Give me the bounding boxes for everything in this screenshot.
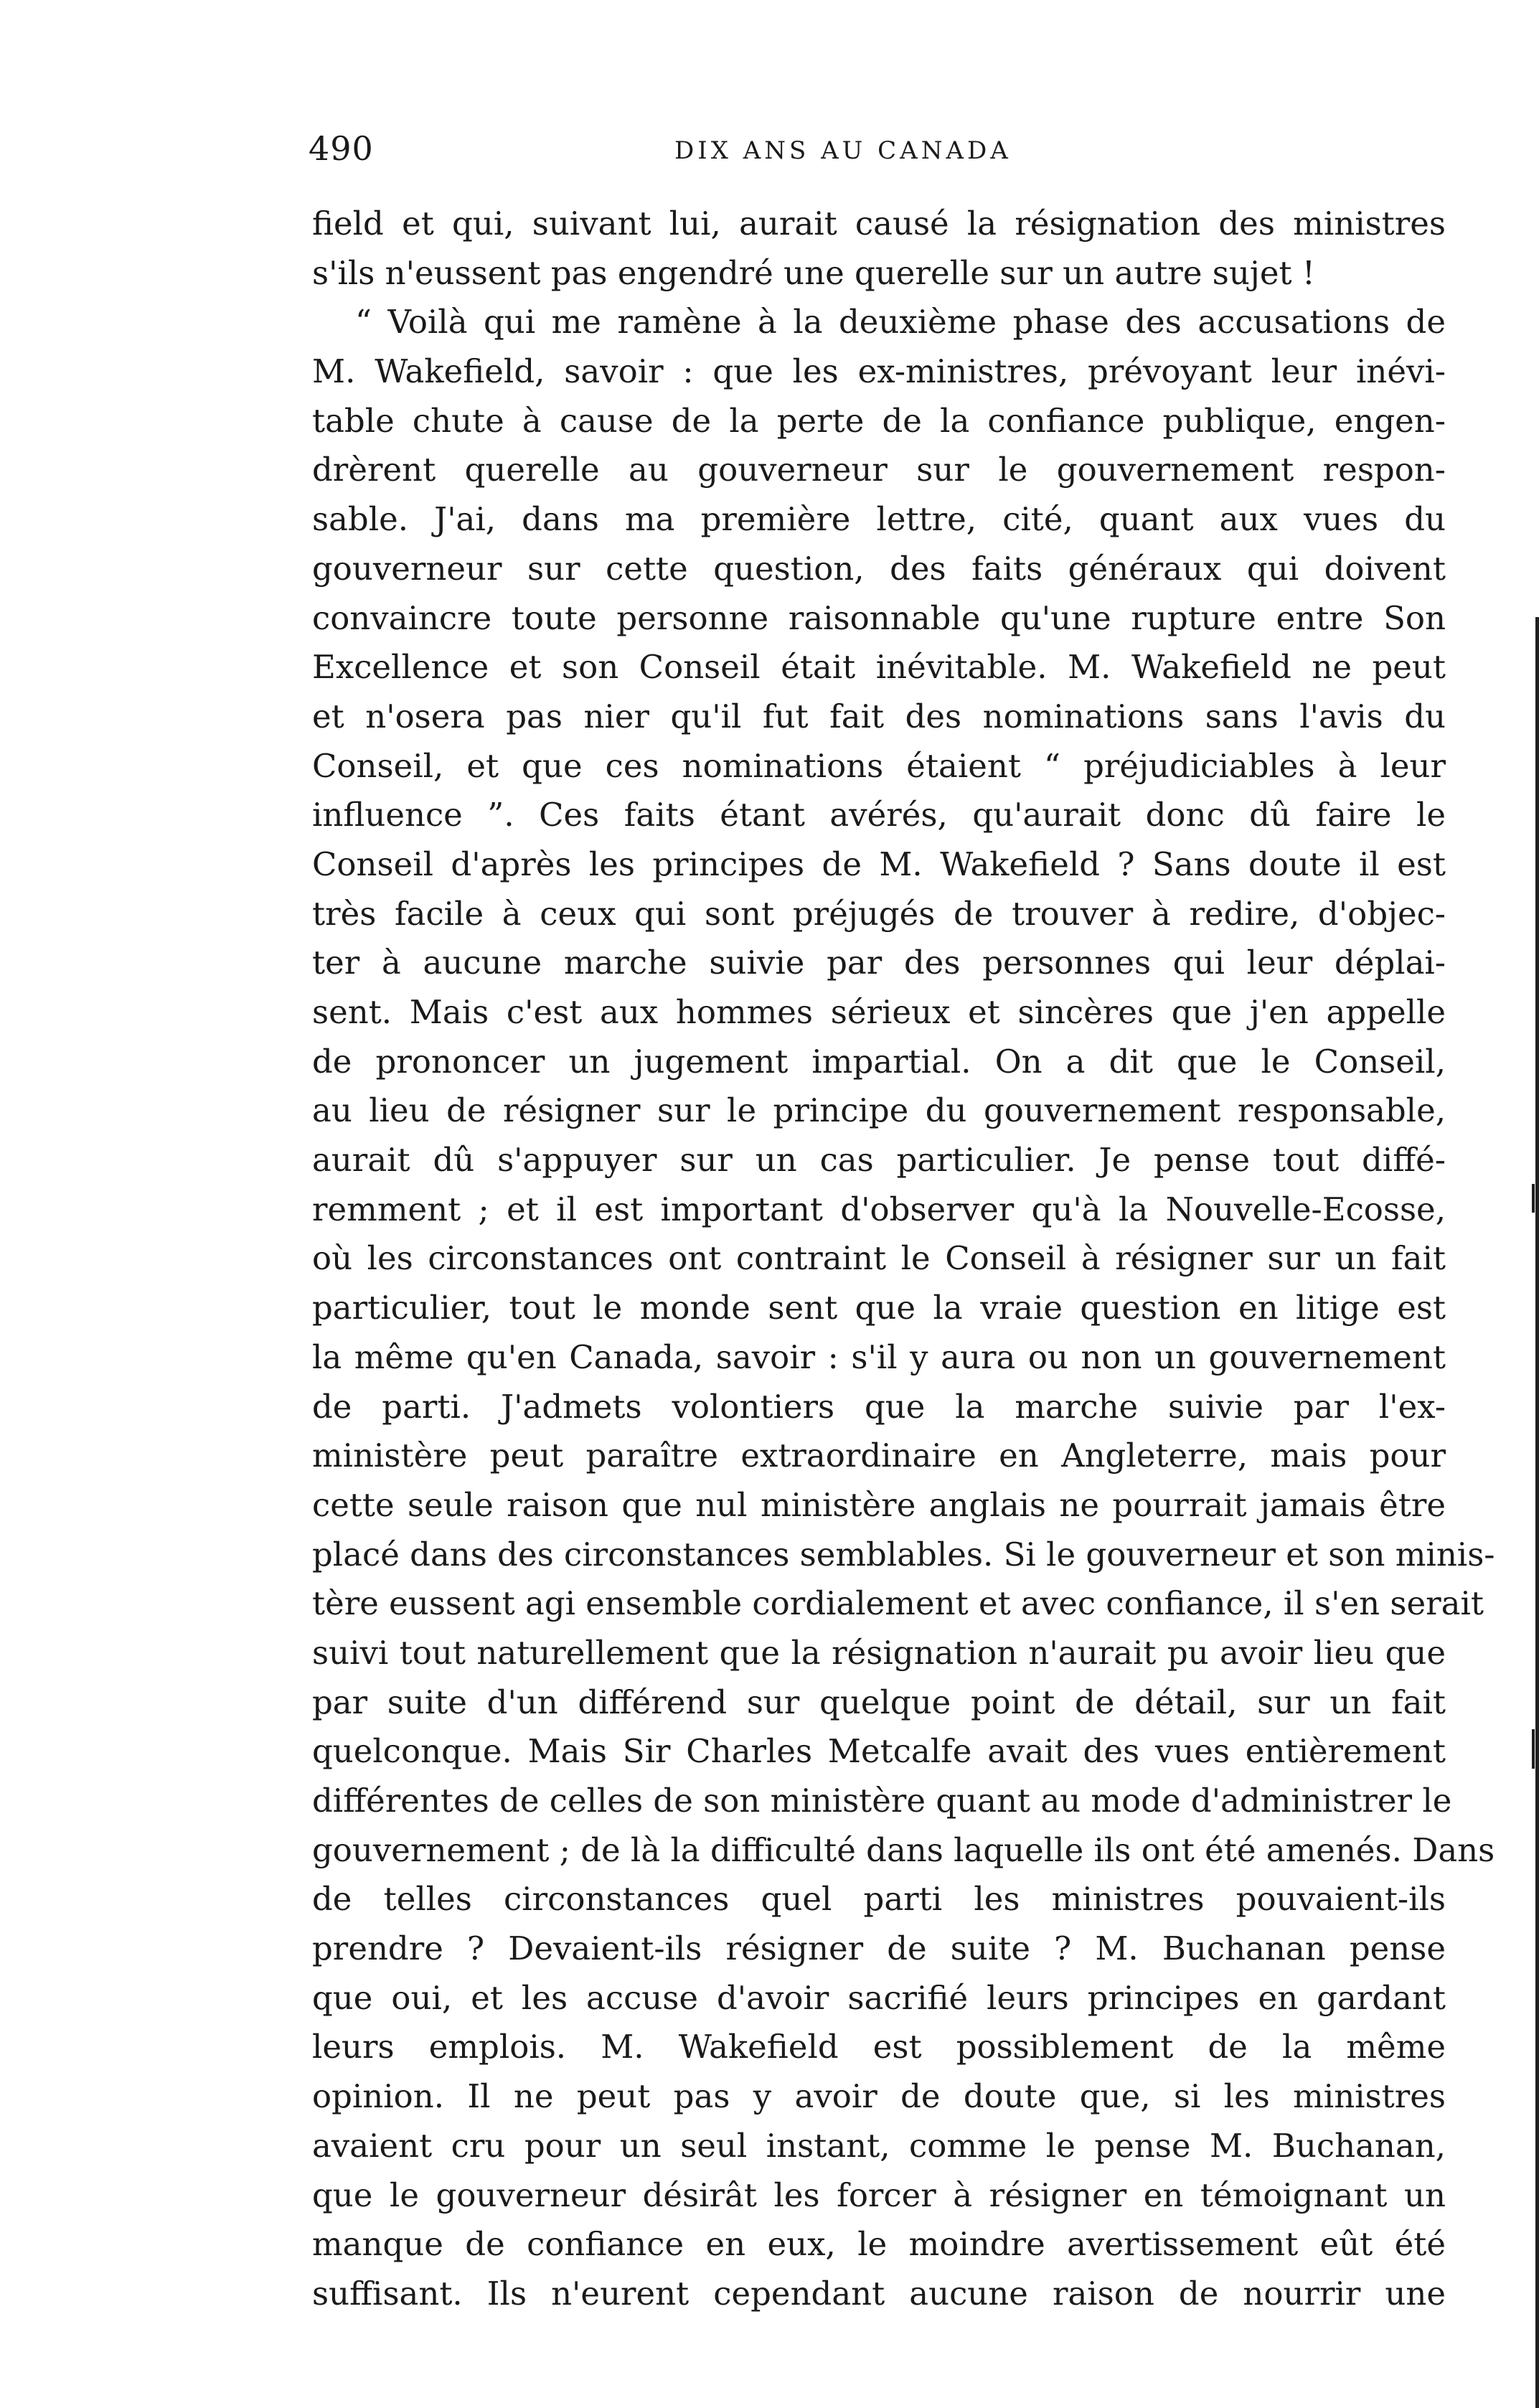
text-line: Conseil, et que ces nominations étaient “ préjudiciables à leur bbox=[312, 746, 1446, 785]
text-line: manque de confiance en eux, le moindre avertissement eût été bbox=[312, 2225, 1446, 2264]
text-line: où les circonstances ont contraint le Conseil à résigner sur un fait bbox=[312, 1239, 1446, 1278]
text-line: la même qu'en Canada, savoir : s'il y aura ou non un gouvernement bbox=[312, 1337, 1446, 1376]
text-line: M. Wakefield, savoir : que les ex-ministres, prévoyant leur inévi- bbox=[312, 352, 1446, 391]
text-line: et n'osera pas nier qu'il fut fait des nominations sans l'avis du bbox=[312, 697, 1446, 735]
text-line: tère eussent agi ensemble cordialement et avec confiance, il s'en serait bbox=[312, 1584, 1484, 1623]
text-line: au lieu de résigner sur le principe du gouvernement responsable, bbox=[312, 1091, 1446, 1130]
text-line: très facile à ceux qui sont préjugés de trouver à redire, d'objec- bbox=[312, 894, 1446, 933]
text-line: sent. Mais c'est aux hommes sérieux et sincères que j'en appelle bbox=[312, 993, 1446, 1031]
text-line: quelconque. Mais Sir Charles Metcalfe avait des vues entièrement bbox=[312, 1732, 1446, 1771]
text-line: de parti. J'admets volontiers que la marche suivie par l'ex- bbox=[312, 1387, 1446, 1426]
text-line: aurait dû s'appuyer sur un cas particulier. Je pense tout diffé- bbox=[312, 1141, 1446, 1180]
text-line: “ Voilà qui me ramène à la deuxième phase des accusations de bbox=[355, 303, 1446, 342]
text-line: avaient cru pour un seul instant, comme le pense M. Buchanan, bbox=[312, 2126, 1446, 2165]
text-line: ministère peut paraître extraordinaire en Angleterre, mais pour bbox=[312, 1436, 1446, 1475]
text-line: différentes de celles de son ministère quant au mode d'administrer le bbox=[312, 1782, 1452, 1820]
text-line: placé dans des circonstances semblables. Si le gouverneur et son minis- bbox=[312, 1535, 1495, 1574]
page-number: 490 bbox=[309, 129, 374, 168]
text-line: particulier, tout le monde sent que la vraie question en litige est bbox=[312, 1289, 1446, 1327]
page-header bbox=[309, 129, 1446, 179]
scan-edge-mark bbox=[1532, 1729, 1535, 1769]
text-line: par suite d'un différend sur quelque point de détail, sur un fait bbox=[312, 1683, 1446, 1721]
text-line: opinion. Il ne peut pas y avoir de doute que, si les ministres bbox=[312, 2077, 1446, 2116]
text-line: sable. J'ai, dans ma première lettre, cité, quant aux vues du bbox=[312, 500, 1446, 539]
running-title: DIX ANS AU CANADA bbox=[674, 136, 1012, 165]
text-line: table chute à cause de la perte de la confiance publique, engen- bbox=[312, 401, 1446, 440]
scan-edge-mark bbox=[1532, 1184, 1535, 1213]
text-line: prendre ? Devaient-ils résigner de suite ? M. Buchanan pense bbox=[312, 1929, 1446, 1968]
text-line: de prononcer un jugement impartial. On a dit que le Conseil, bbox=[312, 1042, 1446, 1081]
text-line: convaincre toute personne raisonnable qu'une rupture entre Son bbox=[312, 598, 1446, 637]
text-line: gouverneur sur cette question, des faits généraux qui doivent bbox=[312, 549, 1446, 588]
text-line: remment ; et il est important d'observer qu'à la Nouvelle-Ecosse, bbox=[312, 1190, 1446, 1228]
text-line: que oui, et les accuse d'avoir sacrifié leurs principes en gardant bbox=[312, 1978, 1446, 2017]
text-line: cette seule raison que nul ministère anglais ne pourrait jamais être bbox=[312, 1485, 1446, 1524]
text-line: Excellence et son Conseil était inévitable. M. Wakefield ne peut bbox=[312, 648, 1446, 687]
text-line: suffisant. Ils n'eurent cependant aucune raison de nourrir une bbox=[312, 2274, 1446, 2313]
text-line: de telles circonstances quel parti les ministres pouvaient-ils bbox=[312, 1880, 1446, 1919]
scan-edge-shadow bbox=[1535, 617, 1539, 2408]
text-line: influence ”. Ces faits étant avérés, qu'aurait donc dû faire le bbox=[312, 796, 1446, 834]
text-line: suivi tout naturellement que la résignation n'aurait pu avoir lieu que bbox=[312, 1633, 1446, 1672]
text-line: field et qui, suivant lui, aurait causé la résignation des ministres bbox=[312, 204, 1446, 243]
text-line: que le gouverneur désirât les forcer à résigner en témoignant un bbox=[312, 2176, 1446, 2214]
text-line: Conseil d'après les principes de M. Wakefield ? Sans doute il est bbox=[312, 845, 1446, 883]
text-line: s'ils n'eussent pas engendré une querelle sur un autre sujet ! bbox=[312, 253, 1315, 292]
text-line: gouvernement ; de là la difficulté dans laquelle ils ont été amenés. Dans bbox=[312, 1830, 1495, 1869]
text-line: drèrent querelle au gouverneur sur le gouvernement respon- bbox=[312, 451, 1446, 489]
body-text bbox=[312, 199, 1495, 2319]
text-line: ter à aucune marche suivie par des personnes qui leur déplai- bbox=[312, 944, 1446, 982]
text-line: leurs emplois. M. Wakefield est possiblement de la même bbox=[312, 2028, 1446, 2066]
